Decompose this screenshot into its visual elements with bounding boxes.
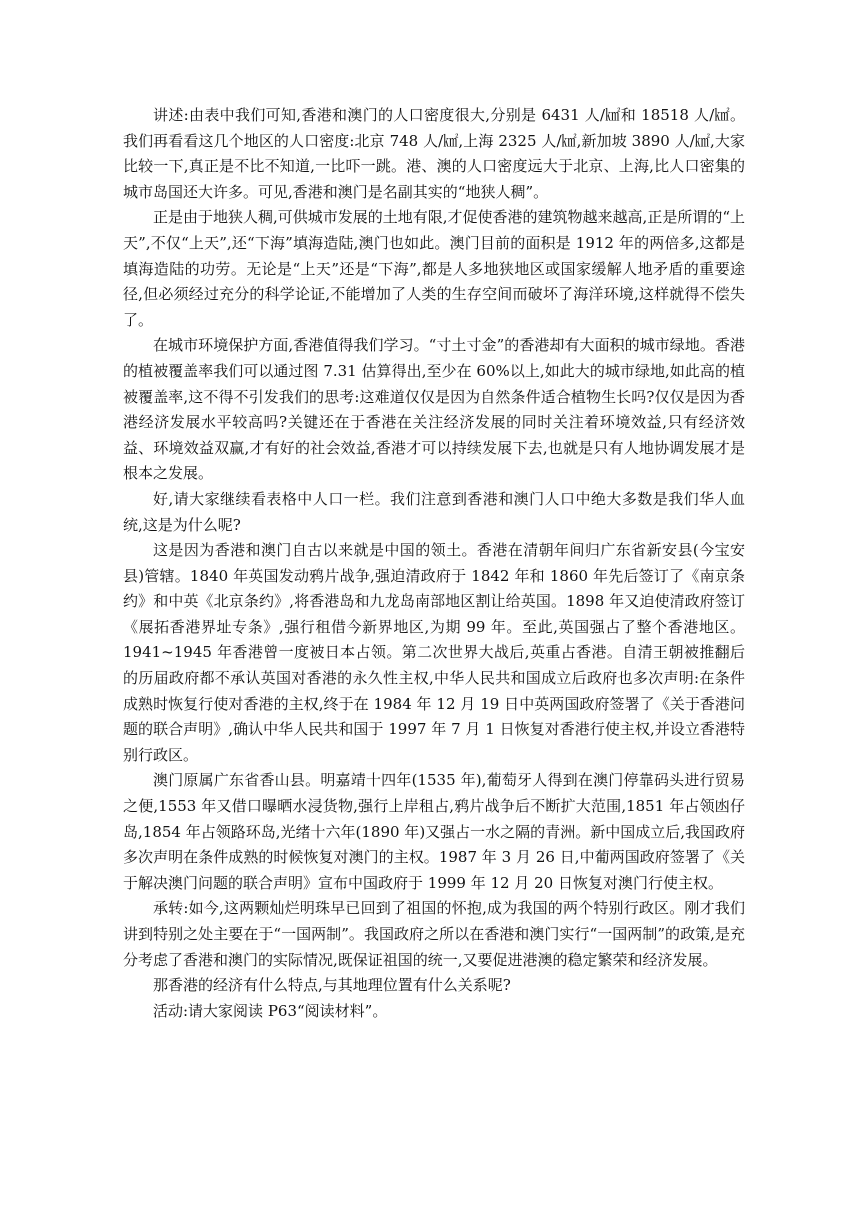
paragraph-environment: 在城市环境保护方面,香港值得我们学习。“寸土寸金”的香港却有大面积的城市绿地。香港的植被覆盖率我们可以通过图 7.31 估算得出,至少在 60%以上,如此大的城市绿地,如此高的植被覆盖率,这不得不引发我们的思考:这难道仅仅是因为自然条件适合植物生长吗?仅仅是因为香港经济发展水平较高吗?关键还在于香港在关注经济发展的同时关注着环境效益,只有经济效益、环境效益双赢,才有好的社会效益,香港才可以持续发展下去,也就是只有人地协调发展才是根本之发展。 [123, 336, 745, 483]
paragraph-land-reclamation: 正是由于地狭人稠,可供城市发展的土地有限,才促使香港的建筑物越来越高,正是所谓的“上天”,不仅“上天”,还“下海”填海造陆,澳门也如此。澳门目前的面积是 1912 年的两倍多,这都是填海造陆的功劳。无论是“上天”还是“下海”,都是人多地狭地区或国家缓解人地矛盾的重要途径,但必须经过充分的科学论证,不能增加了人类的生存空间而破坏了海洋环境,这样就得不偿失了。 [123, 208, 745, 329]
paragraph-hong-kong-history: 这是因为香港和澳门自古以来就是中国的领土。香港在清朝年间归广东省新安县(今宝安县)管辖。1840 年英国发动鸦片战争,强迫清政府于 1842 年和 1860 年先后签订了《南京条约》和中英《北京条约》,将香港岛和九龙岛南部地区割让给英国。1898 年又迫使清政府签订《展拓香港界址专条》,强行租借今新界地区,为期 99 年。至此,英国强占了整个香港地区。1941~1945 年香港曾一度被日本占领。第二次世界大战后,英重占香港。自清王朝被推翻后的历届政府都不承认英国对香港的永久性主权,中华人民共和国成立后政府也多次声明:在条件成熟时恢复行使对香港的主权,终于在 1984 年 12 月 19 日中英两国政府签署了《关于香港问题的联合声明》,确认中华人民共和国于 1997 年 7 月 1 日恢复对香港行使主权,并设立香港特别行政区。 [123, 541, 745, 764]
paragraph-activity: 活动:请大家阅读 P63“阅读材料”。 [153, 1001, 388, 1020]
paragraph-population-question: 好,请大家继续看表格中人口一栏。我们注意到香港和澳门人口中绝大多数是我们华人血统,这是为什么呢? [123, 489, 745, 534]
document-body [123, 103, 745, 1024]
paragraph-population-density: 讲述:由表中我们可知,香港和澳门的人口密度很大,分别是 6431 人/㎢和 18518 人/㎢。我们再看看这几个地区的人口密度:北京 748 人/㎢,上海 2325 人/㎢,新加坡 3890 人/㎢,大家比较一下,真正是不比不知道,一比吓一跳。港、澳的人口密度远大于北京、上海,比人口密集的城市岛国还大许多。可见,香港和澳门是名副其实的“地狭人稠”。 [123, 106, 745, 201]
paragraph-macau-history: 澳门原属广东省香山县。明嘉靖十四年(1535 年),葡萄牙人得到在澳门停靠码头进行贸易之便,1553 年又借口曝晒水浸货物,强行上岸租占,鸦片战争后不断扩大范围,1851 年占领凼仔岛,1854 年占领路环岛,光绪十六年(1890 年)又强占一水之隔的青洲。新中国成立后,我国政府多次声明在条件成熟的时候恢复对澳门的主权。1987 年 3 月 26 日,中葡两国政府签署了《关于解决澳门问题的联合声明》宣布中国政府于 1999 年 12 月 20 日恢复对澳门行使主权。 [123, 771, 745, 892]
paragraph-economy-question: 那香港的经济有什么特点,与其地理位置有什么关系呢? [153, 976, 511, 995]
paragraph-transition: 承转:如今,这两颗灿烂明珠早已回到了祖国的怀抱,成为我国的两个特别行政区。刚才我们讲到特别之处主要在于“一国两制”。我国政府之所以在香港和澳门实行“一国两制”的政策,是充分考虑了香港和澳门的实际情况,既保证祖国的统一,又要促进港澳的稳定繁荣和经济发展。 [123, 899, 745, 969]
